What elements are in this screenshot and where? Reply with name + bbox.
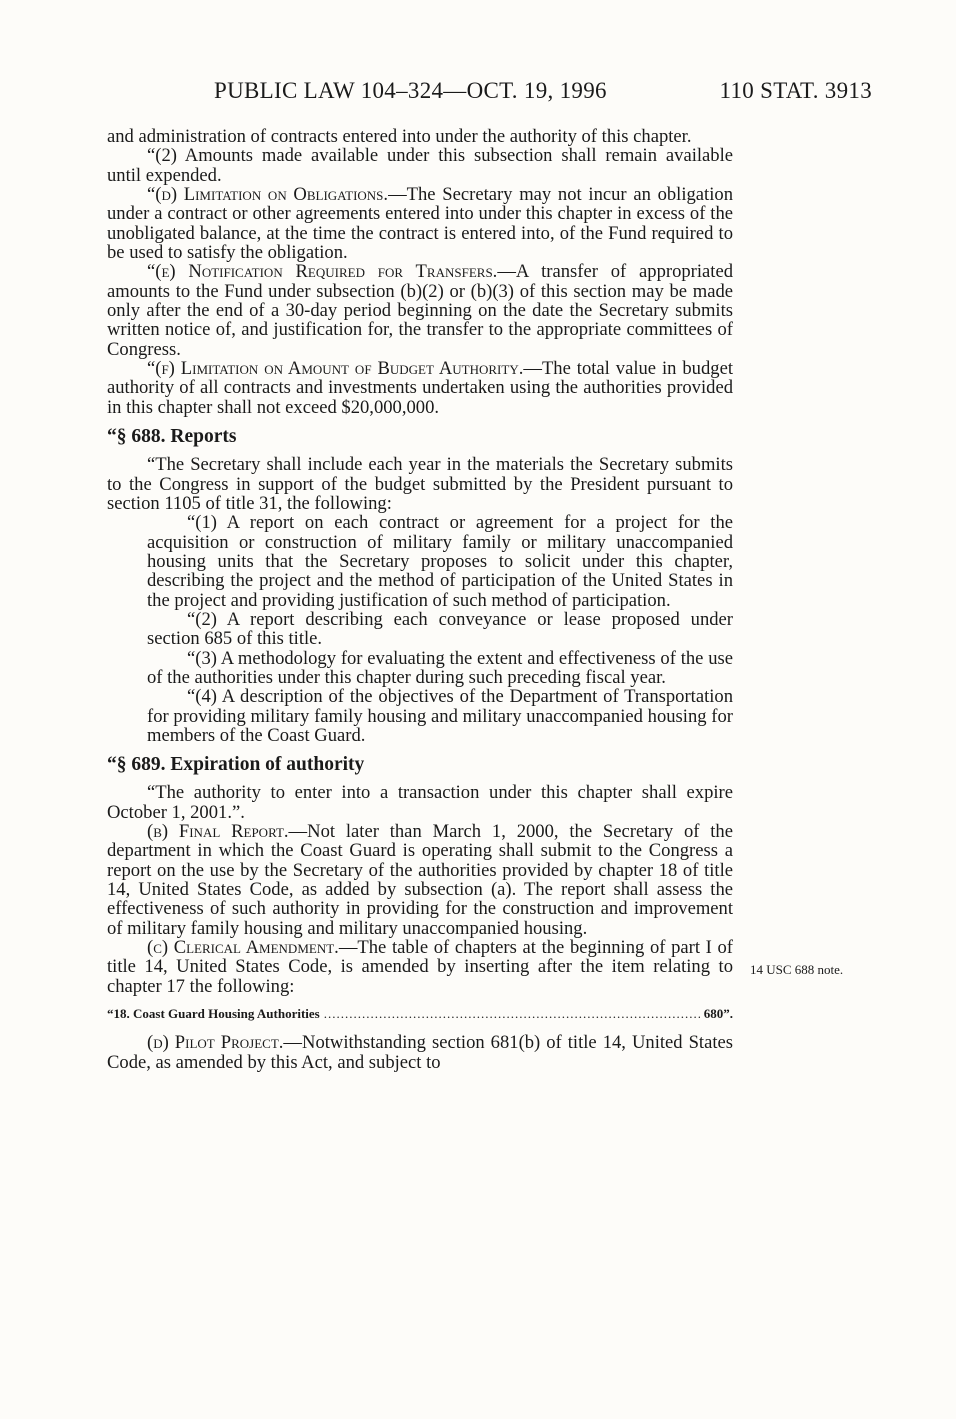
paragraph-report-item-2: “(2) A report describing each conveyance or lease proposed under section 685 of this title. — [147, 608, 733, 650]
section-688-heading: “§ 688. Reports — [107, 426, 237, 448]
subsection-text: —The Secretary may not incur an obligation under a contract or other agreements entered into under this chapter in excess of the unobligated balance, at the time the contract is entered into, of the Fund required to be used to satisfy the obligation. — [107, 184, 733, 264]
margin-citation-note: 14 USC 688 note. — [750, 962, 844, 977]
paragraph-pilot-project — [107, 1033, 733, 1072]
section-689-heading: “§ 689. Expiration of authority — [107, 754, 365, 776]
subsection-text: —A transfer of appropriated amounts to the Fund under subsection (b)(2) or (b)(3) of this section may be made only after the end of a 30-day period beginning on the date the Secretary submits written notice of, and justification for, the transfer to the appropriate committees of Congress. — [107, 261, 734, 360]
subsection-heading: “(d) Limitation on Obligations. — [147, 184, 389, 206]
toc-chapter-label: “18. Coast Guard Housing Authorities — [107, 1006, 320, 1022]
paragraph-continuation: and administration of contracts entered into under the authority of this chapter. — [107, 126, 692, 147]
page-header — [0, 78, 956, 106]
paragraph-final-report — [107, 822, 733, 938]
statute-page-number: 110 STAT. 3913 — [719, 78, 872, 103]
paragraph-notification-transfers — [107, 262, 733, 359]
subsection-heading: (b) Final Report. — [147, 821, 289, 842]
paragraph-report-item-1: “(1) A report on each contract or agreement for a project for the acquisition or construction of military family or military unaccompanied housing units that the Secretary proposes to solicit under this chapter, describing the project and the method of participation of the United States in the project and providing justification of such method of participation. — [147, 512, 733, 611]
table-of-chapters-entry — [107, 1004, 733, 1023]
paragraph-reports-intro: “The Secretary shall include each year in the materials the Secretary submits to the Congress in support of the budget submitted by the President pursuant to section 1105 of title 31, the following: — [107, 454, 733, 514]
subsection-heading: “(f) Limitation on Amount of Budget Authority. — [147, 358, 524, 380]
toc-leader-dots — [324, 1004, 700, 1023]
subsection-heading: (d) Pilot Project. — [147, 1032, 284, 1054]
paragraph-budget-authority — [107, 359, 733, 417]
toc-page-number: 680”. — [703, 1006, 733, 1022]
subsection-text: —The table of chapters at the beginning of part I of title 14, United States Code, is amended by inserting after the item relating to chapter 17 the following: — [107, 937, 733, 997]
subsection-text: —Notwithstanding section 681(b) of title 14, United States Code, as amended by this Act, and subject to — [107, 1032, 734, 1073]
subsection-heading: (c) Clerical Amendment. — [147, 937, 339, 959]
public-law-title: PUBLIC LAW 104–324—OCT. 19, 1996 — [214, 78, 607, 103]
subsection-heading: “(e) Notification Required for Transfers. — [147, 261, 498, 283]
paragraph-amounts-available: “(2) Amounts made available under this subsection shall remain available until expended. — [107, 145, 733, 186]
paragraph-limitation-obligations — [107, 185, 733, 262]
paragraph-report-item-4: “(4) A description of the objectives of the Department of Transportation for providing military family housing and military unaccompanied housing for members of the Coast Guard. — [147, 686, 733, 746]
paragraph-clerical-amendment — [107, 938, 733, 996]
subsection-text: —The total value in budget authority of all contracts and investments undertaken using the authorities provided in this chapter shall not exceed $20,000,000. — [107, 358, 733, 418]
subsection-text: —Not later than March 1, 2000, the Secretary of the department in which the Coast Guard is operating shall submit to the Congress a report on the use by the Secretary of the authorities provided by chapter 18 of title 14, United States Code, as added by subsection (a). The report shall assess the effectiveness of such authority in providing for the construction and improvement of military family housing and military unaccompanied housing. — [107, 821, 733, 939]
paragraph-report-item-3: “(3) A methodology for evaluating the extent and effectiveness of the use of the authorities under this chapter during such preceding fiscal year. — [147, 647, 733, 688]
paragraph-expiration: “The authority to enter into a transaction under this chapter shall expire October 1, 2001.”. — [107, 782, 733, 823]
document-body — [107, 127, 733, 1072]
